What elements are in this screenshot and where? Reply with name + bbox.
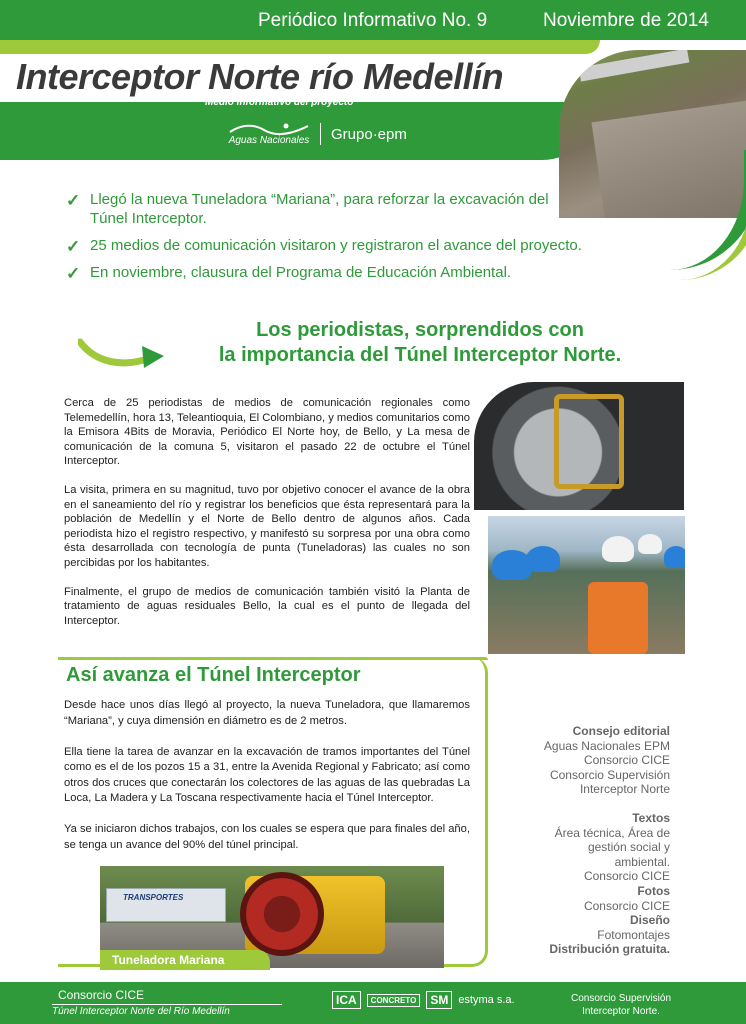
article1-headline-line1: Los periodistas, sorprendidos con (256, 319, 584, 341)
credits-line: ambiental. (614, 854, 670, 869)
check-icon: ✓ (66, 191, 81, 210)
credits-line: Área técnica, Área de (554, 825, 670, 840)
header-lime-stripe (0, 40, 600, 54)
swoosh-arrow-icon (78, 336, 168, 372)
article2-paragraph: Desde hace unos días llegó al proyecto, la nueva Tuneladora, que llamaremos “Mariana”, y cuya dimensión en diámetro es de 2 metros. (64, 699, 470, 727)
decorative-lime-curve (650, 200, 746, 280)
footer-supervision (556, 992, 686, 1018)
conconcreto-logo: CONCRETO (367, 994, 421, 1007)
top-bar (0, 0, 746, 40)
editorial-credits (530, 724, 670, 957)
credits-label: Distribución gratuita. (549, 942, 670, 957)
article2-body (64, 698, 470, 869)
ica-logo: ICA (332, 991, 361, 1009)
cutter-head-shape (240, 872, 324, 956)
helmet-shape (638, 534, 662, 554)
truck-trailer-shape (106, 888, 226, 922)
credits-spacer (530, 797, 670, 811)
footer-tunel: Túnel Interceptor Norte del Río Medellín (52, 1006, 230, 1017)
article1-body (64, 396, 470, 643)
credits-label: Consejo editorial (572, 724, 670, 738)
check-icon: ✓ (66, 264, 81, 283)
credits-line: Fotomontajes (597, 927, 670, 942)
estyma-text: estyma s.a. (458, 994, 515, 1006)
journalists-photo (488, 516, 685, 654)
credits-line: Consorcio CICE (583, 869, 670, 884)
article2-paragraph: Ya se iniciaron dichos trabajos, con los cuales se espera que para finales del año, se tenga un avance del 90% del túnel principal. (64, 823, 470, 851)
article2-paragraph: Ella tiene la tarea de avanzar en la excavación de tramos importantes del Túnel como es el de los pozos 15 a 31, entre la Avenida Regional y Fabricato; así como otros dos cruces que conectarán los colectores de las aguas de las quebradas La Loca, La Madera y La Toscana respectivamente hacia el Túnel Interceptor. (64, 745, 470, 804)
issue-number: Periódico Informativo No. 9 (258, 10, 488, 31)
footer (0, 982, 746, 1024)
highlight-item (66, 263, 586, 282)
highlight-item (66, 236, 586, 255)
aguas-nacionales-logo (228, 122, 310, 146)
metro-train-shape (579, 50, 690, 81)
truck-label: TRANSPORTES (123, 893, 184, 902)
highlight-text: 25 medios de comunicación visitaron y registraron el avance del proyecto. (90, 237, 582, 254)
credits-line: Consorcio Supervisión (549, 767, 670, 782)
logo-separator (320, 123, 321, 145)
helmet-shape (602, 536, 634, 562)
footer-supervision-line: Consorcio Supervisión (570, 993, 672, 1004)
footer-logos (332, 991, 515, 1009)
credits-line: Consorcio CICE (583, 898, 670, 913)
article1-headline-line2: la importancia del Túnel Interceptor Norte. (218, 344, 622, 366)
credits-label: Fotos (637, 883, 670, 898)
footer-divider (52, 1004, 282, 1005)
check-icon: ✓ (66, 237, 81, 256)
footer-cice: Consorcio CICE (58, 988, 145, 1002)
header-logos (228, 118, 407, 150)
credits-line: Aguas Nacionales EPM (543, 738, 670, 753)
highlights-list (66, 190, 586, 290)
credits-line: Consorcio CICE (583, 753, 670, 768)
credits-label: Textos (632, 810, 670, 825)
article2-headline: Así avanza el Túnel Interceptor (66, 664, 361, 686)
footer-supervision-line: Interceptor Norte. (582, 1006, 660, 1017)
page-subtitle: Medio informativo del proyecto (205, 97, 354, 108)
photo-caption: Tuneladora Mariana (100, 950, 270, 970)
tunnel-photo (474, 382, 684, 510)
sm-logo: SM (426, 991, 452, 1009)
credits-line: Interceptor Norte (579, 782, 670, 797)
article1-paragraph: La visita, primera en su magnitud, tuvo por objetivo conocer el avance de la obra en el saneamiento del río y registrar los beneficios que ésta representará para la población de Medellín y el Norte de Bello dentro de algunos años. Cada periodista hizo el registro respectivo, y manifestó su sorpresa por una obra como ésta desarrollada con tecnología de punta (Tuneladoras) las cuales no son percibidas por los habitantes. (64, 484, 470, 569)
helmet-shape (526, 546, 560, 572)
tunnel-frame-shape (554, 394, 624, 489)
grupo-epm-logo: Grupo·epm (331, 125, 407, 143)
page-title: Interceptor Norte río Medellín (16, 56, 504, 97)
article1-headline (170, 318, 670, 368)
highlight-text: Llegó la nueva Tuneladora “Mariana”, para reforzar la excavación del Túnel Interceptor. (90, 191, 549, 227)
article1-paragraph: Cerca de 25 periodistas de medios de comunicación regionales como Telemedellín, hora 13, Teleantioquia, El Colombiano, y medios comunitarios como la Emisora 4Bits de Moravia, Periódico El Norte hoy, de Bello, y La mesa de comunicación de la comuna 5, visitaron el pasado 22 de octubre el Túnel Interceptor. (64, 397, 470, 467)
helmet-shape (664, 546, 685, 568)
credits-label: Diseño (629, 913, 670, 928)
aguas-nacionales-text: Aguas Nacionales (228, 135, 310, 146)
issue-date: Noviembre de 2014 (543, 10, 709, 31)
highlight-text: En noviembre, clausura del Programa de Educación Ambiental. (90, 264, 512, 281)
vest-shape (588, 582, 648, 654)
article1-paragraph: Finalmente, el grupo de medios de comunicación también visitó la Planta de tratamiento de aguas residuales Bello, la cual es el punto de llegada del Interceptor. (64, 585, 470, 627)
wave-icon (228, 122, 310, 136)
credits-line: gestión social y (587, 840, 670, 855)
highlight-item (66, 190, 586, 228)
